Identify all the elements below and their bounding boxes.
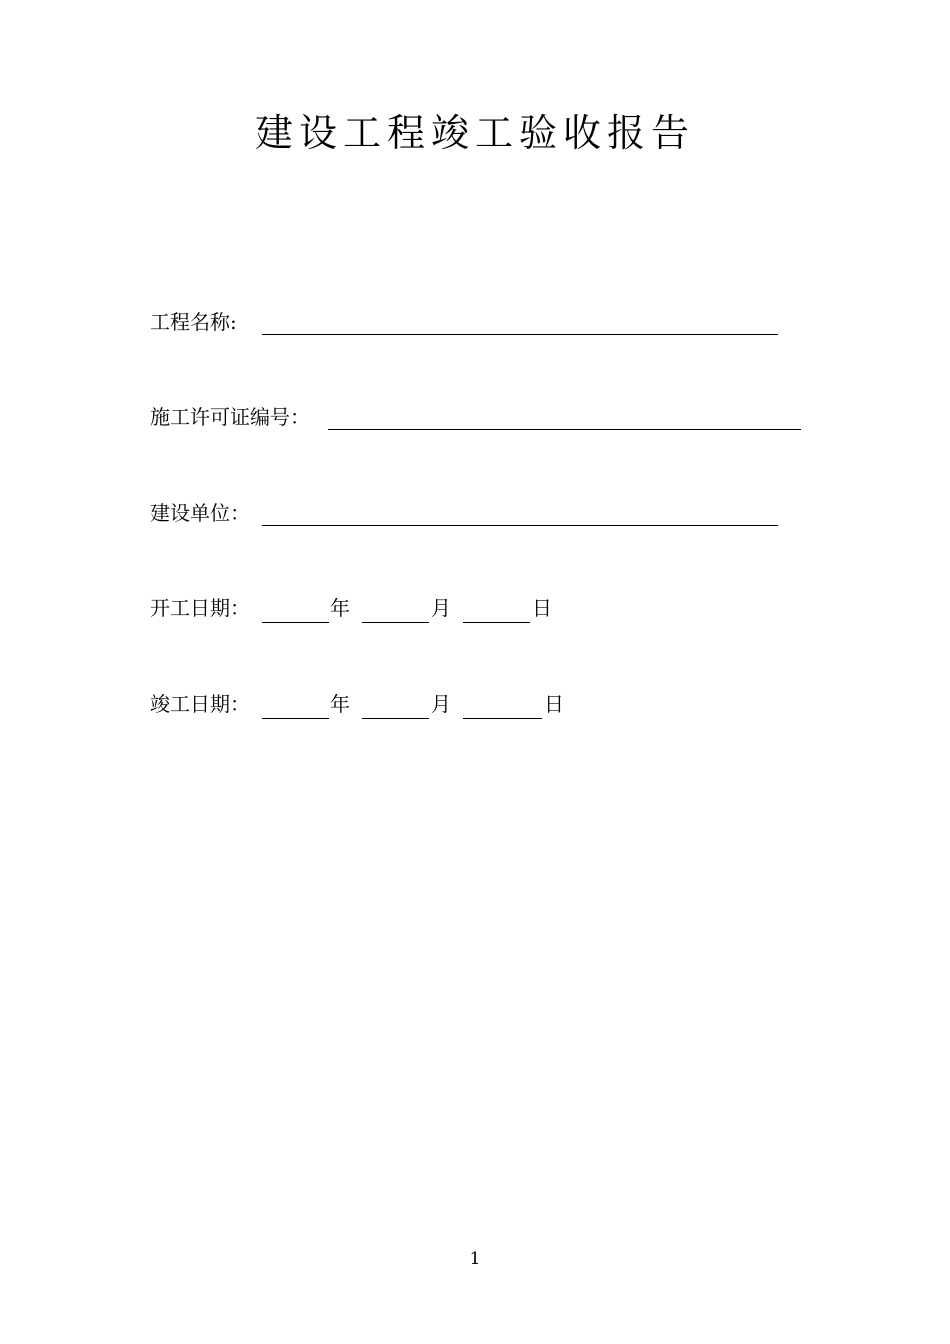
builder-blank[interactable] bbox=[262, 525, 778, 526]
start-date-label: 开工日期： bbox=[150, 596, 250, 620]
start-month-unit: 月 bbox=[431, 596, 451, 620]
project-name-label: 工程名称: bbox=[150, 310, 237, 334]
start-day-blank[interactable] bbox=[463, 622, 530, 623]
project-name-blank[interactable] bbox=[262, 334, 778, 335]
page-number: 1 bbox=[469, 1249, 481, 1269]
builder-row bbox=[150, 500, 250, 526]
completion-month-unit: 月 bbox=[431, 692, 451, 716]
completion-date-label: 竣工日期： bbox=[150, 692, 250, 716]
completion-month-blank[interactable] bbox=[362, 718, 429, 719]
completion-date-row bbox=[150, 691, 250, 717]
document-title: 建设工程竣工验收报告 bbox=[254, 111, 695, 155]
completion-year-unit: 年 bbox=[330, 692, 350, 716]
start-month-blank[interactable] bbox=[362, 622, 429, 623]
permit-number-label: 施工许可证编号： bbox=[150, 405, 310, 429]
start-date-row bbox=[150, 595, 250, 621]
builder-label: 建设单位： bbox=[150, 501, 250, 525]
start-day-unit: 日 bbox=[532, 596, 552, 620]
permit-number-row bbox=[150, 404, 310, 430]
completion-year-blank[interactable] bbox=[262, 718, 329, 719]
start-year-blank[interactable] bbox=[262, 622, 329, 623]
completion-day-unit: 日 bbox=[544, 692, 564, 716]
permit-number-blank[interactable] bbox=[328, 429, 801, 430]
start-year-unit: 年 bbox=[330, 596, 350, 620]
project-name-row bbox=[150, 309, 237, 335]
completion-day-blank[interactable] bbox=[463, 718, 542, 719]
